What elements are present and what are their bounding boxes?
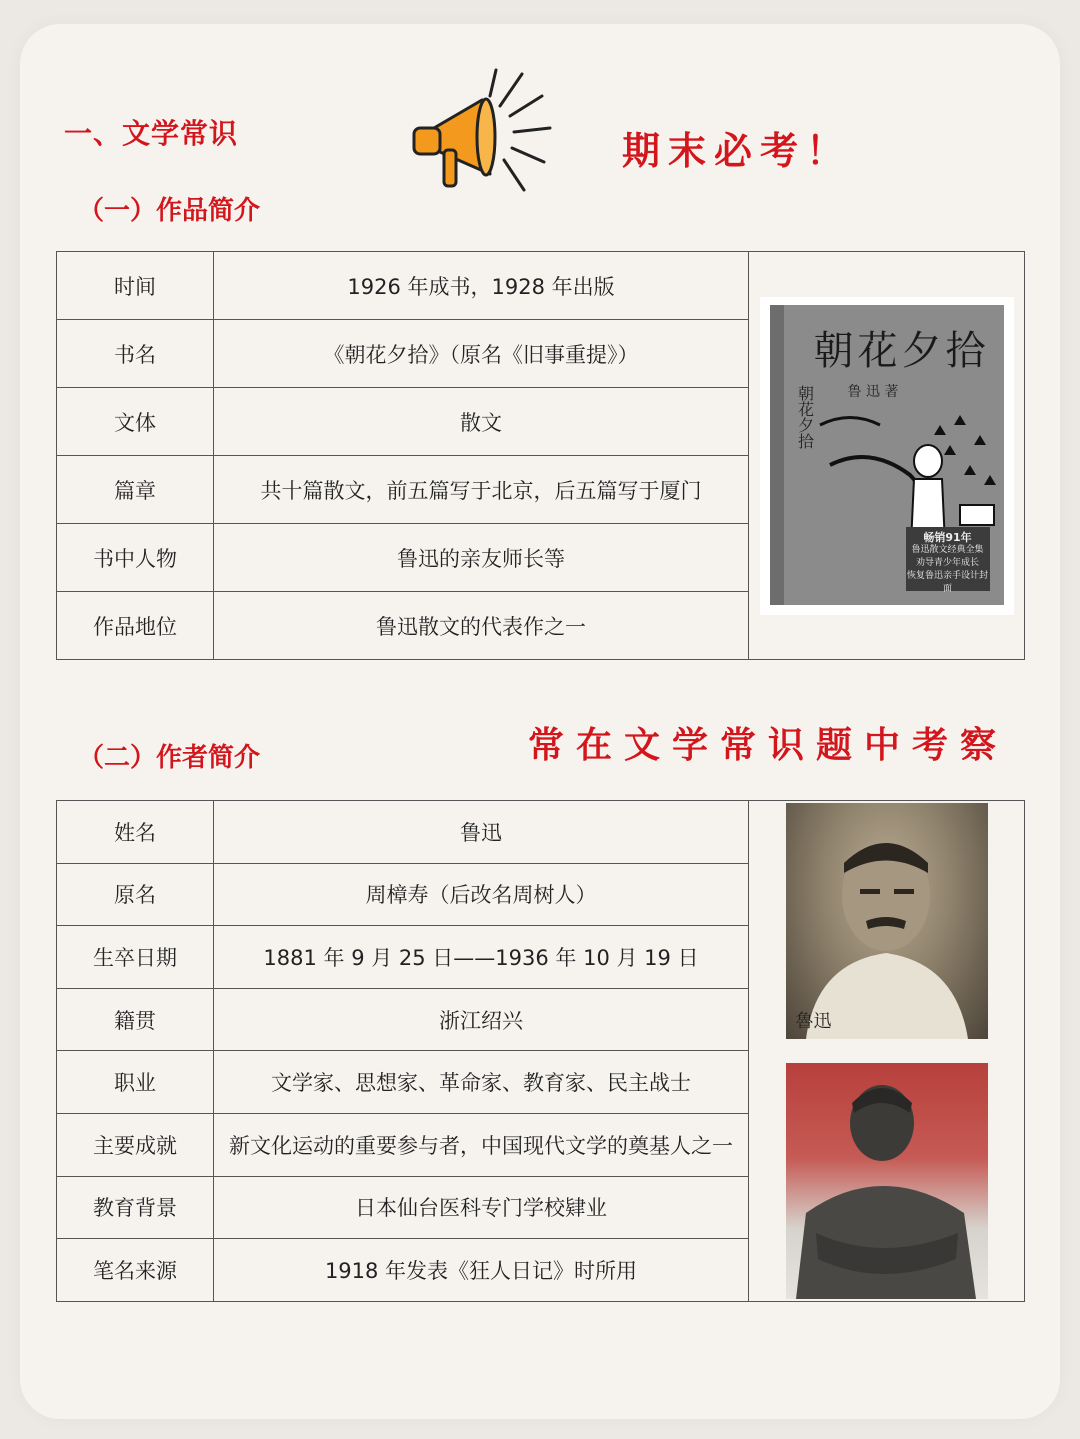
row-value: 1918 年发表《狂人日记》时所用 (214, 1239, 749, 1302)
quiz-slogan: 常在文学常识题中考察 (528, 725, 1009, 766)
exam-slogan: 期末必考！ (622, 129, 853, 173)
book-cover-badge: 畅销91年 鲁迅散文经典全集 劝导青少年成长 恢复鲁迅亲手设计封面 (906, 527, 990, 591)
row-key: 文体 (57, 388, 214, 456)
row-value: 新文化运动的重要参与者，中国现代文学的奠基人之一 (214, 1113, 749, 1176)
book-cover-title: 朝花夕拾 (813, 327, 990, 374)
table-row (57, 801, 1025, 864)
row-value: 周樟寿（后改名周树人） (214, 863, 749, 926)
row-key: 姓名 (57, 801, 214, 864)
row-value: 散文 (214, 388, 749, 456)
row-key: 职业 (57, 1051, 214, 1114)
row-key: 主要成就 (57, 1113, 214, 1176)
row-value: 文学家、思想家、革命家、教育家、民主战士 (214, 1051, 749, 1114)
row-key: 作品地位 (57, 592, 214, 660)
author-statue-photo (786, 1063, 988, 1299)
book-cover-cell (749, 252, 1025, 660)
table-row (57, 252, 1025, 320)
row-key: 书中人物 (57, 524, 214, 592)
row-key: 笔名来源 (57, 1239, 214, 1302)
row-value: 浙江绍兴 (214, 988, 749, 1051)
row-value: 鲁迅散文的代表作之一 (214, 592, 749, 660)
row-key: 书名 (57, 320, 214, 388)
author-intro-table (56, 800, 1025, 1302)
work-intro-title: （一）作品简介 (78, 196, 261, 226)
row-value: 鲁迅 (214, 801, 749, 864)
megaphone-icon (404, 66, 554, 196)
row-key: 教育背景 (57, 1176, 214, 1239)
row-value: 《朝花夕拾》（原名《旧事重提》） (214, 320, 749, 388)
row-key: 籍贯 (57, 988, 214, 1051)
row-key: 篇章 (57, 456, 214, 524)
row-value: 共十篇散文，前五篇写于北京，后五篇写于厦门 (214, 456, 749, 524)
row-value: 日本仙台医科专门学校肄业 (214, 1176, 749, 1239)
work-intro-table (56, 251, 1025, 660)
author-portrait-photo (786, 803, 988, 1039)
row-key: 时间 (57, 252, 214, 320)
portrait-caption: 魯迅 (795, 1010, 832, 1032)
author-intro-title: （二）作者简介 (78, 743, 261, 773)
author-photos-cell (749, 801, 1025, 1302)
row-value: 1881 年 9 月 25 日——1936 年 10 月 19 日 (214, 926, 749, 989)
book-cover-image (760, 297, 1014, 615)
book-cover-author: 鲁 迅 著 (847, 383, 899, 400)
row-value: 鲁迅的亲友师长等 (214, 524, 749, 592)
row-key: 生卒日期 (57, 926, 214, 989)
section-title: 一、文学常识 (64, 117, 239, 150)
row-key: 原名 (57, 863, 214, 926)
book-cover-vertical-title: 朝花夕拾 (795, 384, 815, 449)
row-value: 1926 年成书，1928 年出版 (214, 252, 749, 320)
